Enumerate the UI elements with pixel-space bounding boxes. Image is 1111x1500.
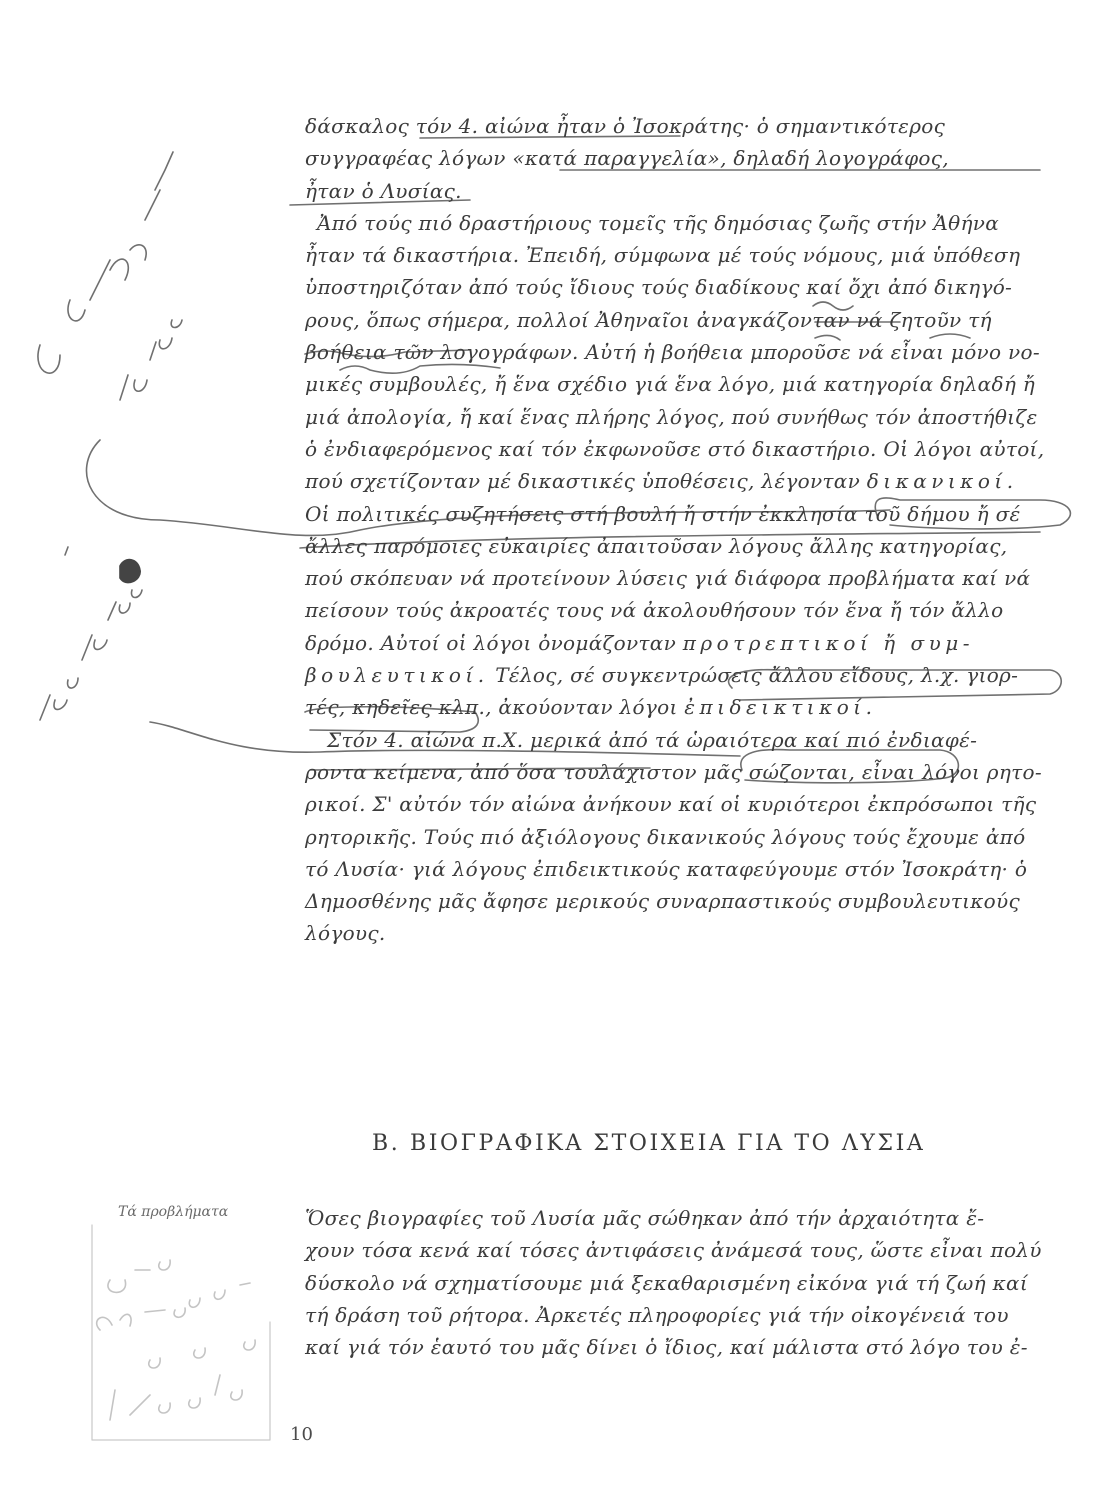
text-line: Ὅσες βιογραφίες τοῦ Λυσία μᾶς σώθηκαν ἀπό τήν ἀρχαιότητα ἔ- — [305, 1206, 985, 1230]
text-line: μιά ἀπολογία, ἤ καί ἕνας πλήρης λόγος, πού συνήθως τόν ἀποστήθιζε — [305, 404, 1038, 429]
text-line — [305, 659, 1057, 691]
text-fragment: Τέλος, σέ συγκεντρώσεις ἄλλου εἴδους, λ.χ. γιορ- — [495, 663, 1019, 688]
text-fragment: πού σχετίζονταν μέ δικαστικές ὑποθέσεις, λέγονταν — [305, 469, 861, 494]
text-line: πείσουν τούς ἀκροατές τους νά ἀκολουθήσουν τόν ἕνα ἤ τόν ἄλλο — [305, 598, 1004, 623]
text-line: Οἱ πολιτικές συζητήσεις στή βουλή ἤ στήν ἐκκλησία τοῦ δήμου ἤ σέ — [305, 501, 1021, 526]
text-line: τή δράση τοῦ ρήτορα. Ἀρκετές πληροφορίες γιά τήν οἰκογένειά του — [305, 1302, 1009, 1327]
text-line — [305, 691, 1057, 723]
biography-text — [305, 1202, 1057, 1363]
text-line: μικές συμβουλές, ἤ ἕνα σχέδιο γιά ἕνα λόγο, μιά κατηγορία δηλαδή ἤ — [305, 372, 1036, 397]
text-line: Στόν 4. αἰώνα π.Χ. μερικά ἀπό τά ὡραιότερα καί πιό ἐνδιαφέ- — [327, 727, 978, 752]
text-line: ρητορικῆς. Τούς πιό ἀξιόλογους δικανικούς λόγους τούς ἔχουμε ἀπό — [305, 824, 1026, 849]
margin-note: Τά προβλήματα — [118, 1204, 229, 1220]
text-line: ροντα κείμενα, ἀπό ὅσα τουλάχιστον μᾶς σώζονται, εἶναι λόγοι ρητο- — [305, 759, 1042, 784]
text-line: ἦταν τά δικαστήρια. Ἐπειδή, σύμφωνα μέ τούς νόμους, μιά ὑπόθεση — [305, 243, 1021, 268]
text-line: ρικοί. Σ' αὐτόν τόν αἰώνα ἀνήκουν καί οἱ κυριότεροι ἐκπρόσωποι τῆς — [305, 792, 1037, 817]
text-line: δύσκολο νά σχηματίσουμε μιά ξεκαθαρισμένη εἰκόνα γιά τή ζωή καί — [305, 1270, 1028, 1295]
ink-blot — [120, 560, 140, 583]
text-line: βοήθεια τῶν λογογράφων. Αὐτή ἡ βοήθεια μποροῦσε νά εἶναι μόνο νο- — [305, 340, 1040, 365]
handwriting-biografika — [97, 1260, 255, 1420]
text-line: ρους, ὅπως σήμερα, πολλοί Ἀθηναῖοι ἀναγκάζονταν νά ζητοῦν τή — [305, 307, 992, 332]
text-line: Δημοσθένης μᾶς ἄφησε μερικούς συναρπαστικούς συμβουλευτικούς — [305, 889, 1020, 914]
text-fragment: δρόμο. Αὐτοί οἱ λόγοι ὀνομάζονταν — [305, 630, 677, 655]
handwriting-logoi — [120, 320, 182, 400]
text-line: πού σκόπευαν νά προτείνουν λύσεις γιά διάφορα προβλήματα καί νά — [305, 566, 1031, 591]
margin-box — [92, 1225, 270, 1440]
text-line: χουν τόσα κενά καί τόσες ἀντιφάσεις ἀνάμεσά τους, ὥστε εἶναι πολύ — [305, 1238, 1042, 1263]
term-dikanikoi: δικανικοί. — [866, 469, 1018, 494]
text-line: ὑποστηριζόταν ἀπό τούς ἴδιους τούς διαδίκους καί ὄχι ἀπό δικηγό- — [305, 275, 1013, 300]
term-bouleutikoi: βουλευτικοί. — [305, 663, 489, 688]
term-epideiktikoi: ἐπιδεικτικοί. — [684, 695, 877, 720]
tick-mark — [65, 547, 68, 555]
text-line: ὁ ἐνδιαφερόμενος καί τόν ἐκφωνοῦσε στό δικαστήριο. Οἱ λόγοι αὐτοί, — [305, 436, 1045, 461]
page-number: 10 — [290, 1424, 313, 1445]
text-fragment: τές, κηδεῖες κλπ., ἀκούονταν λόγοι — [305, 695, 678, 720]
text-line: ἦταν ὁ Λυσίας. — [305, 178, 462, 203]
text-line — [305, 465, 1057, 497]
text-line: συγγραφέας λόγων «κατά παραγγελία», δηλαδή λογογράφος, — [305, 146, 949, 171]
section-title: Β. ΒΙΟΓΡΑΦΙΚΑ ΣΤΟΙΧΕΙΑ ΓΙΑ ΤΟ ΛΥΣΙΑ — [372, 1131, 926, 1156]
main-text — [305, 110, 1057, 950]
term-protreptikoi: προτρεπτικοί ἤ συμ- — [682, 630, 975, 655]
text-line — [305, 627, 1057, 659]
text-line: δάσκαλος τόν 4. αἰώνα ἦταν ὁ Ἰσοκράτης· ὁ σημαντικότερος — [305, 114, 946, 138]
text-line: τό Λυσία· γιά λόγους ἐπιδεικτικούς καταφεύγουμε στόν Ἰσοκράτη· ὁ — [305, 856, 1028, 881]
text-line: Ἀπό τούς πιό δραστήριους τομεῖς τῆς δημόσιας ζωῆς στήν Ἀθήνα — [317, 210, 1000, 235]
text-line: ἄλλες παρόμοιες εὐκαιρίες ἀπαιτοῦσαν λόγους ἄλλης κατηγορίας, — [305, 533, 1008, 558]
text-line: καί γιά τόν ἑαυτό του μᾶς δίνει ὁ ἴδιος, καί μάλιστα στό λόγο του ἐ- — [305, 1335, 1028, 1360]
handwriting-dikanikoi — [38, 152, 173, 373]
handwriting-panegyrikoi — [40, 590, 142, 720]
text-line: λόγους. — [305, 921, 386, 946]
